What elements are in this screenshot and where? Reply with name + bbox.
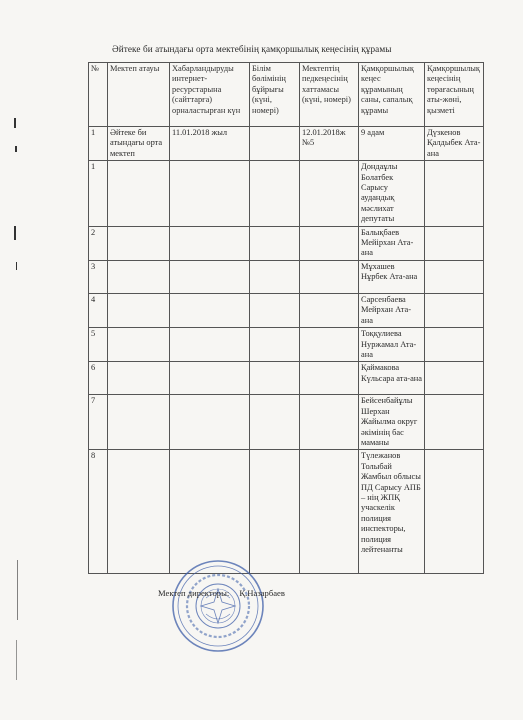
cell-order: [250, 362, 300, 395]
cell-protocol: [300, 362, 359, 395]
cell-chairman: [425, 161, 484, 226]
cell-school: [108, 161, 170, 226]
cell-date: [170, 450, 250, 574]
cell-chairman: [425, 450, 484, 574]
cell-number: 2: [89, 226, 108, 260]
table-row: [89, 127, 484, 161]
table-row: [89, 260, 484, 293]
cell-protocol: [300, 395, 359, 450]
cell-date: [170, 395, 250, 450]
signature-line: [158, 588, 285, 598]
official-seal-stamp: [170, 558, 266, 654]
cell-number: 8: [89, 450, 108, 574]
cell-number: 1: [89, 161, 108, 226]
signature-name: Қ.Назарбаев: [239, 588, 285, 598]
cell-order: [250, 161, 300, 226]
cell-composition: Дондаұлы Болатбек Сарысу аудандық мәслихат депутаты: [359, 161, 425, 226]
cell-chairman: [425, 395, 484, 450]
header-council-protocol: Мектептің педкеңесінің хаттамасы (күні, номері): [300, 63, 359, 127]
header-school-name: Мектеп атауы: [108, 63, 170, 127]
table-row: [89, 362, 484, 395]
header-number: №: [89, 63, 108, 127]
table-header-row: [89, 63, 484, 127]
table-row: [89, 161, 484, 226]
header-education-order: Білім бөлімінің бұйрығы (күні, номері): [250, 63, 300, 127]
cell-composition: 9 адам: [359, 127, 425, 161]
cell-school: [108, 450, 170, 574]
cell-number: 6: [89, 362, 108, 395]
cell-date: [170, 362, 250, 395]
cell-chairman: [425, 362, 484, 395]
cell-number: 1: [89, 127, 108, 161]
cell-composition: Мұхашев Нұрбек Ата-ана: [359, 260, 425, 293]
table-row: [89, 293, 484, 327]
document-title: Әйтеке би атындағы орта мектебінің қамқоршылық кеңесінің құрамы: [112, 44, 392, 54]
cell-composition: Тоққулиева Нуржамал Ата-ана: [359, 328, 425, 362]
cell-school: [108, 293, 170, 327]
cell-order: [250, 226, 300, 260]
cell-protocol: [300, 328, 359, 362]
cell-chairman: [425, 328, 484, 362]
cell-protocol: [300, 226, 359, 260]
scan-mark: [14, 226, 16, 240]
cell-order: [250, 328, 300, 362]
cell-composition: Сарсенбаева Мейрхан Ата-ана: [359, 293, 425, 327]
cell-number: 4: [89, 293, 108, 327]
cell-protocol: 12.01.2018ж №5: [300, 127, 359, 161]
cell-school: [108, 328, 170, 362]
table-row: [89, 450, 484, 574]
cell-number: 5: [89, 328, 108, 362]
cell-school: [108, 362, 170, 395]
cell-protocol: [300, 293, 359, 327]
cell-composition: Түлежанов Толыбай Жамбыл облысы ПД Сарысу АПБ – нің ЖПҚ учаскелік полиция инспекторы, полиция лейтенанты: [359, 450, 425, 574]
scan-mark: [16, 640, 17, 680]
table-row: [89, 395, 484, 450]
cell-chairman: [425, 260, 484, 293]
scan-mark: [17, 560, 18, 620]
scan-mark: [16, 262, 17, 270]
cell-date: [170, 293, 250, 327]
cell-protocol: [300, 161, 359, 226]
cell-composition: Қаймакова Күльсара ата-ана: [359, 362, 425, 395]
cell-chairman: [425, 293, 484, 327]
cell-number: 3: [89, 260, 108, 293]
header-announcement-date: Хабарландыруды интернет-ресурстарына (сайттарға) орналастырған күн: [170, 63, 250, 127]
cell-chairman: [425, 226, 484, 260]
scan-mark: [15, 146, 17, 152]
cell-school: Әйтеке би атындағы орта мектеп: [108, 127, 170, 161]
cell-school: [108, 395, 170, 450]
cell-order: [250, 450, 300, 574]
council-table: [88, 62, 484, 574]
cell-school: [108, 260, 170, 293]
cell-order: [250, 293, 300, 327]
table-row: [89, 328, 484, 362]
cell-chairman: Дүзкенов Қалдыбек Ата-ана: [425, 127, 484, 161]
cell-composition: Балықбаев Мейірхан Ата-ана: [359, 226, 425, 260]
cell-protocol: [300, 260, 359, 293]
cell-date: [170, 328, 250, 362]
cell-order: [250, 260, 300, 293]
cell-date: [170, 161, 250, 226]
header-council-composition: Қамқоршылық кеңес құрамының саны, сапалық құрамы: [359, 63, 425, 127]
header-chairman: Қамқоршылық кеңесінің төрағасының аты-жөні, қызметі: [425, 63, 484, 127]
cell-order: [250, 127, 300, 161]
signature-title: Мектеп директоры:: [158, 588, 230, 598]
cell-composition: Бейсенбайұлы Шерхан Жайылма округ әкімінің бас маманы: [359, 395, 425, 450]
cell-order: [250, 395, 300, 450]
cell-protocol: [300, 450, 359, 574]
scan-mark: [14, 118, 16, 128]
cell-date: [170, 260, 250, 293]
cell-date: 11.01.2018 жыл: [170, 127, 250, 161]
cell-date: [170, 226, 250, 260]
table-row: [89, 226, 484, 260]
cell-number: 7: [89, 395, 108, 450]
cell-school: [108, 226, 170, 260]
